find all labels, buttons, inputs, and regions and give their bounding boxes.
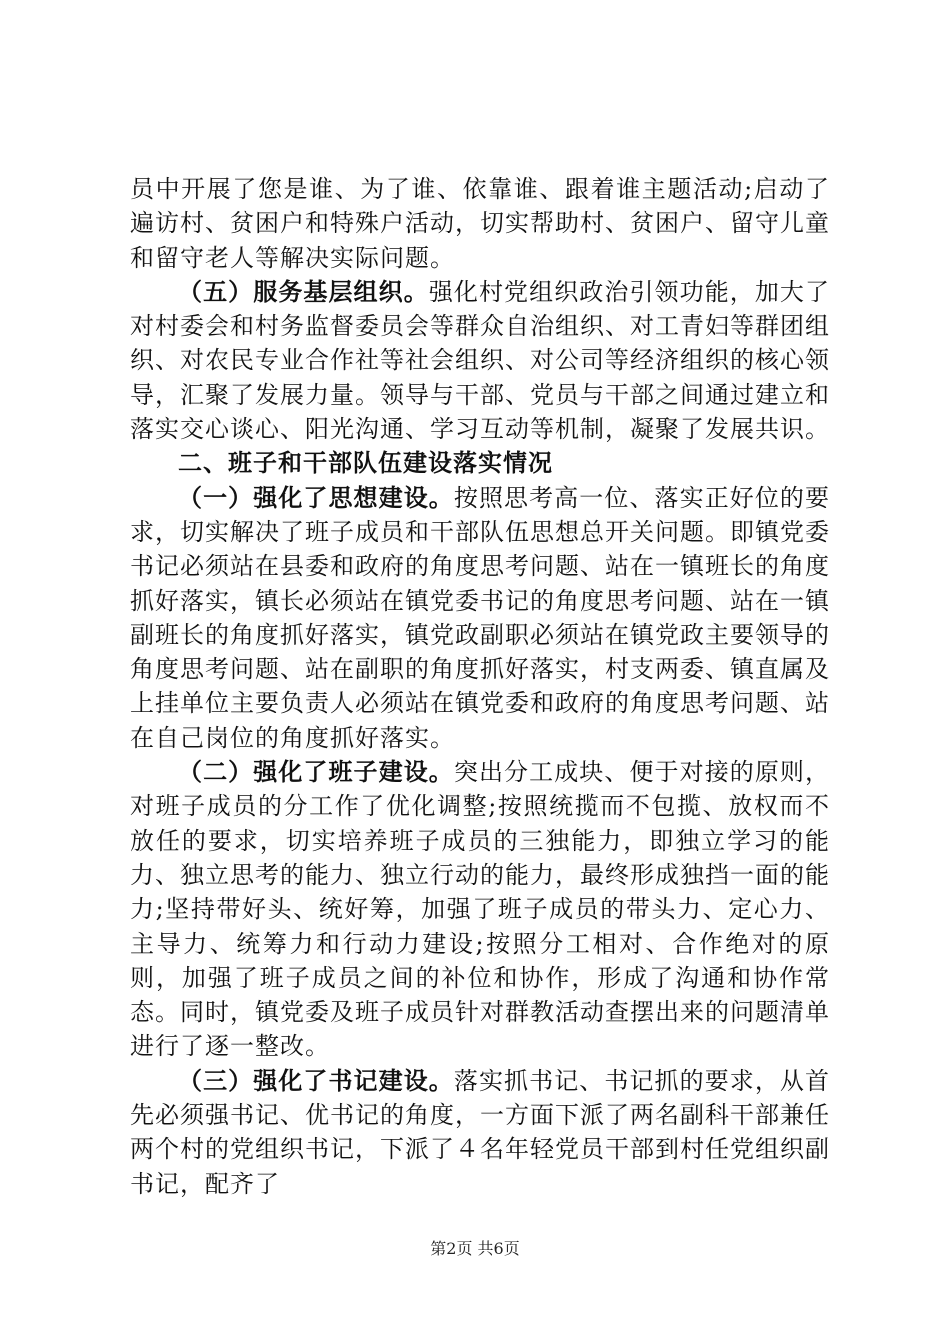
section-heading [130, 446, 830, 480]
paragraph-3-lead: （一）强化了思想建设。 [178, 482, 454, 512]
paragraph-2-lead: （五）服务基层组织。 [178, 276, 429, 306]
paragraph-4-lead: （二）强化了班子建设。 [178, 757, 454, 787]
paragraph-5-lead: （三）强化了书记建设。 [178, 1065, 454, 1095]
paragraph-4 [130, 755, 830, 1064]
page-footer: 第2页 共6页 [430, 1239, 520, 1258]
paragraph-3 [130, 481, 830, 755]
document-body [130, 172, 830, 1201]
paragraph-3-text: 按照思考高一位、落实正好位的要求，切实解决了班子成员和干部队伍思想总开关问题。即镇党委书记必须站在县委和政府的角度思考问题、站在一镇班长的角度抓好落实，镇长必须站在镇党委书记的角度思考问题、站在一镇副班长的角度抓好落实，镇党政副职必须站在镇党政主要领导的角度思考问题、站在副职的角度抓好落实，村支两委、镇直属及上挂单位主要负责人必须站在镇党委和政府的角度思考问题、站在自己岗位的角度抓好落实。 [130, 483, 831, 752]
section-heading-text: 二、班子和干部队伍建设落实情况 [178, 448, 553, 478]
paragraph-1-text: 员中开展了您是谁、为了谁、依靠谁、跟着谁主题活动;启动了遍访村、贫困户和特殊户活动，切实帮助村、贫困户、留守儿童和留守老人等解决实际问题。 [130, 175, 830, 272]
paragraph-1 [130, 172, 830, 275]
paragraph-2-text: 强化村党组织政治引领功能，加大了对村委会和村务监督委员会等群众自治组织、对工青妇等群团组织、对农民专业合作社等社会组织、对公司等经济组织的核心领导，汇聚了发展力量。领导与干部、党员与干部之间通过建立和落实交心谈心、阳光沟通、学习互动等机制，凝聚了发展共识。 [130, 277, 831, 444]
paragraph-5 [130, 1064, 830, 1201]
paragraph-4-text: 突出分工成块、便于对接的原则，对班子成员的分工作了优化调整;按照统揽而不包揽、放权而不放任的要求，切实培养班子成员的三独能力，即独立学习的能力、独立思考的能力、独立行动的能力，最终形成独挡一面的能力;坚持带好头、统好筹，加强了班子成员的带头力、定心力、主导力、统筹力和行动力建设;按照分工相对、合作绝对的原则，加强了班子成员之间的补位和协作，形成了沟通和协作常态。同时，镇党委及班子成员针对群教活动查摆出来的问题清单进行了逐一整改。 [130, 758, 831, 1061]
paragraph-5-text: 落实抓书记、书记抓的要求，从首先必须强书记、优书记的角度，一方面下派了两名副科干部兼任两个村的党组织书记，下派了４名年轻党员干部到村任党组织副书记，配齐了 [130, 1066, 831, 1198]
paragraph-2 [130, 275, 830, 446]
